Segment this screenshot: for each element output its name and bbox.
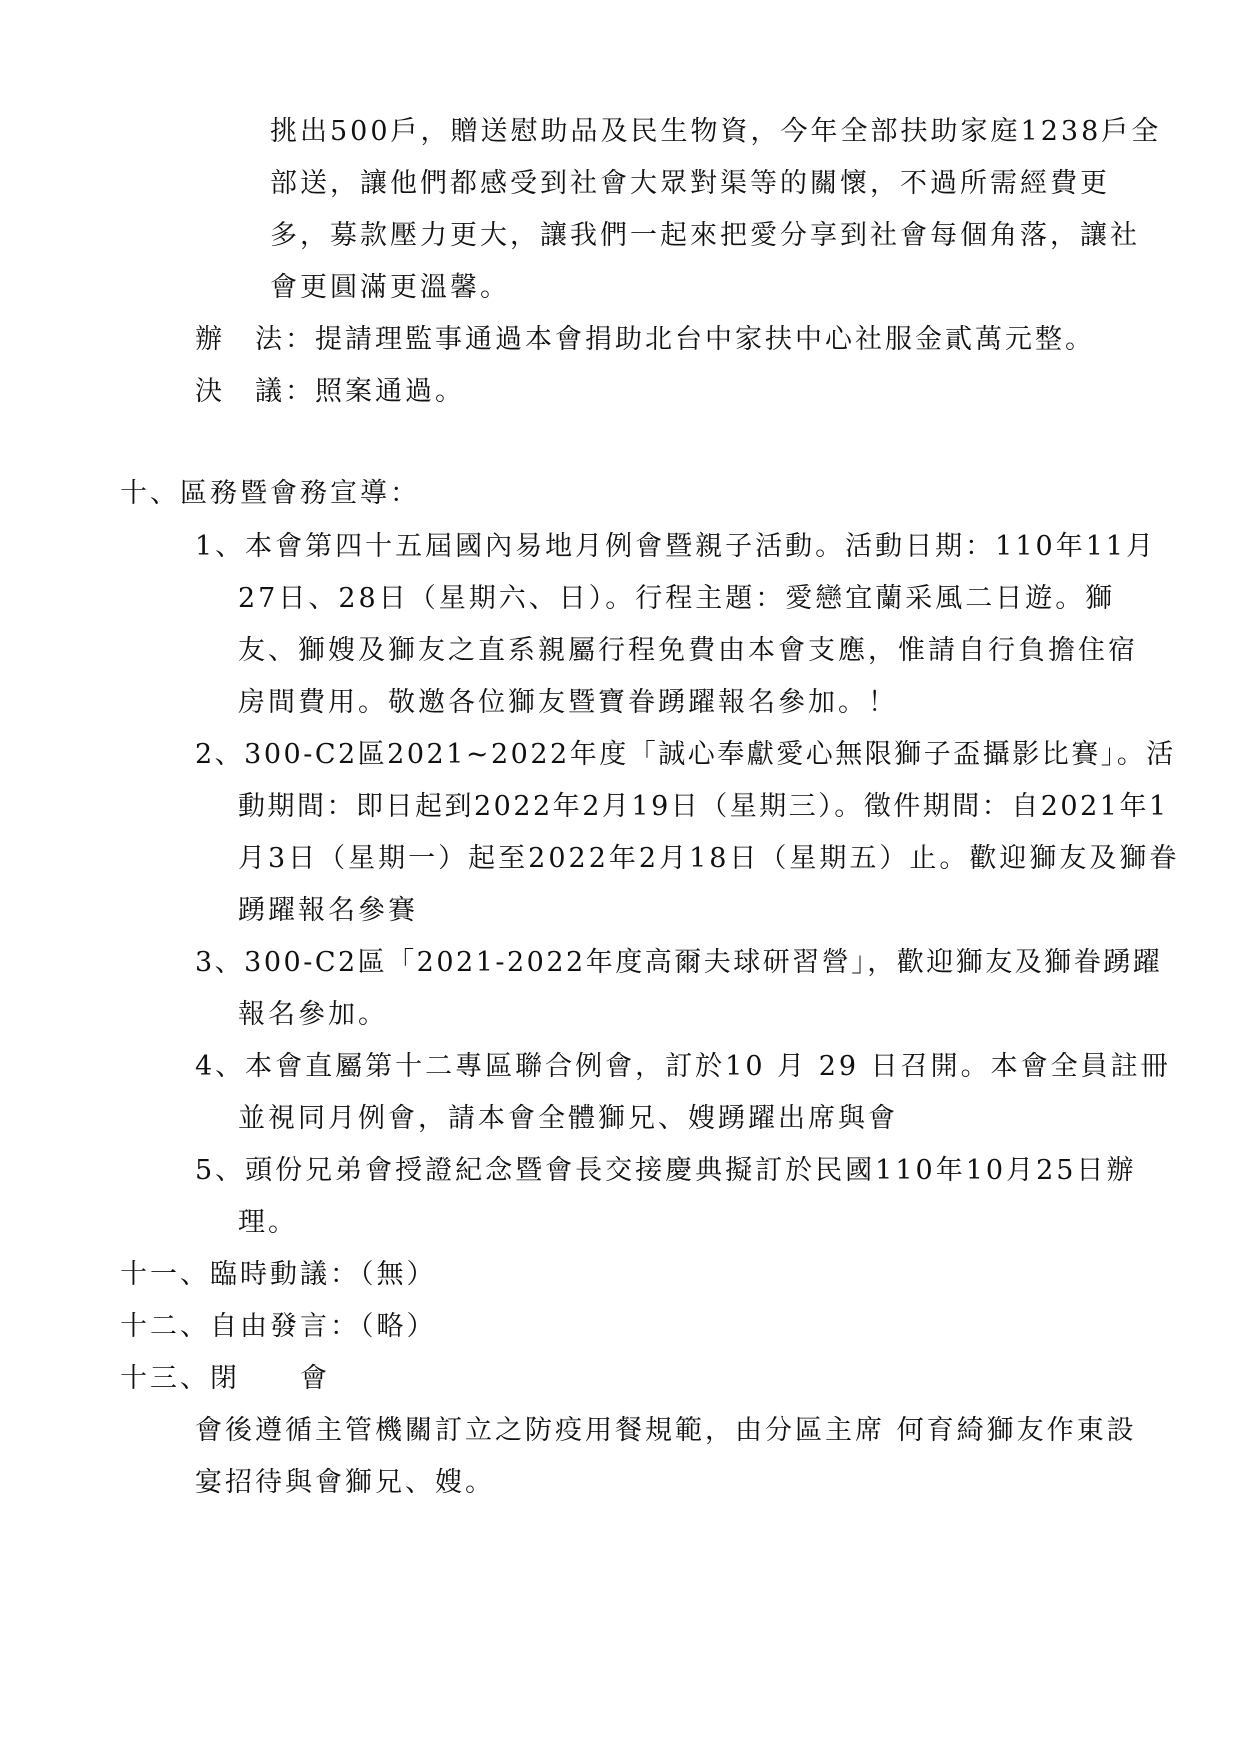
continuation-line-3: 多，募款壓力更大，讓我們一起來把愛分享到社會每個角落，讓社 xyxy=(270,220,1140,251)
section12-title: 十二、自由發言：（略） xyxy=(120,1311,437,1342)
item5-line-1: 5、頭份兄弟會授證紀念暨會長交接慶典擬訂於民國110年10月25日辦 xyxy=(195,1155,1137,1186)
closing-line-2: 宴招待與會獅兄、嫂。 xyxy=(195,1467,495,1498)
item1-line-2: 27日、28日（星期六、日）。行程主題：愛戀宜蘭采風二日遊。獅 xyxy=(238,583,1116,614)
method-line: 辦 法：提請理監事通過本會捐助北台中家扶中心社服金貳萬元整。 xyxy=(195,324,1095,355)
item4-line-2: 並視同月例會，請本會全體獅兄、嫂踴躍出席與會 xyxy=(238,1103,898,1134)
closing-line-1: 會後遵循主管機關訂立之防疫用餐規範，由分區主席 何育綺獅友作東設 xyxy=(195,1415,1137,1446)
item2-line-3: 月3日（星期一）起至2022年2月18日（星期五）止。歡迎獅友及獅眷 xyxy=(238,843,1180,874)
resolution-line: 決 議：照案通過。 xyxy=(195,376,465,407)
section10-title: 十、區務暨會務宣導： xyxy=(120,478,420,509)
item1-line-4: 房間費用。敬邀各位獅友暨寶眷踴躍報名參加。！ xyxy=(238,687,898,718)
continuation-line-2: 部送，讓他們都感受到社會大眾對渠等的關懷，不過所需經費更 xyxy=(270,168,1110,199)
continuation-line-4: 會更圓滿更溫馨。 xyxy=(270,272,510,303)
item3-line-2: 報名參加。 xyxy=(238,999,388,1030)
item3-line-1: 3、300-C2區「2021-2022年度高爾夫球研習營」，歡迎獅友及獅眷踴躍 xyxy=(195,947,1163,978)
section13-title: 十三、閉 會 xyxy=(120,1363,330,1394)
item4-line-1: 4、本會直屬第十二專區聯合例會，訂於10 月 29 日召開。本會全員註冊 xyxy=(195,1051,1171,1082)
continuation-line-1: 挑出500戶，贈送慰助品及民生物資，今年全部扶助家庭1238戶全 xyxy=(270,116,1162,147)
item2-line-4: 踴躍報名參賽 xyxy=(238,895,418,926)
item1-line-3: 友、獅嫂及獅友之直系親屬行程免費由本會支應，惟請自行負擔住宿 xyxy=(238,635,1138,666)
section11-title: 十一、臨時動議：（無） xyxy=(120,1259,437,1290)
item2-line-2: 動期間：即日起到2022年2月19日（星期三）。徵件期間：自2021年1 xyxy=(238,791,1169,822)
item1-line-1: 1、本會第四十五屆國內易地月例會暨親子活動。活動日期：110年11月 xyxy=(195,531,1157,562)
item5-line-2: 理。 xyxy=(238,1207,298,1238)
item2-line-1: 2、300-C2區2021~2022年度「誠心奉獻愛心無限獅子盃攝影比賽」。活 xyxy=(195,739,1176,770)
